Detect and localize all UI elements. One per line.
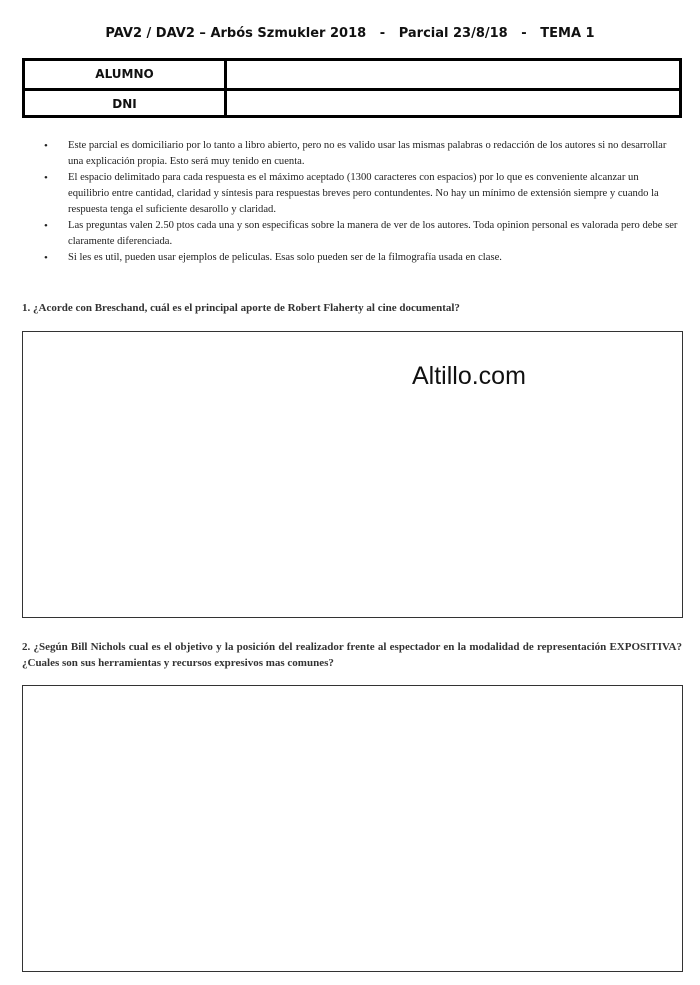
bullet-icon: • [44,252,48,264]
instruction-item [44,250,680,266]
instructions-list [44,138,680,266]
instruction-item [44,218,680,250]
instruction-text: Las preguntas valen 2.50 ptos cada una y son especificas sobre la manera de ver de los autores. Toda opinion personal es valorada pero debe ser claramente diferenciada. [68,220,678,247]
instruction-text: El espacio delimitado para cada respuesta es el máximo aceptado (1300 caracteres con espacios) por lo que es conveniente alcanzar un equilibrio entre cantidad, claridad y síntesis para respuestas breves pero contundentes. No hay un mínimo de extensión siempre y cuando la respuesta tenga el suficiente desarollo y claridad. [68,172,659,215]
student-info-table [22,58,682,118]
exam-title: PAV2 / DAV2 – Arbós Szmukler 2018 - Parcial 23/8/18 - TEMA 1 [105,26,595,41]
student-name-row [25,61,679,91]
answer-box-2[interactable] [22,685,683,972]
instruction-item [44,138,680,170]
bullet-icon: • [44,140,48,152]
question-1: 1. ¿Acorde con Breschand, cuál es el principal aporte de Robert Flaherty al cine documental? [22,302,460,314]
student-name-field[interactable] [227,61,679,88]
bullet-icon: • [44,172,48,184]
instruction-text: Este parcial es domiciliario por lo tanto a libro abierto, pero no es valido usar las mismas palabras o redacción de los autores si no desarrollar una explicación propia. Esto será muy tenido en cuenta. [68,140,667,167]
bullet-icon: • [44,220,48,232]
student-dni-row [25,91,679,118]
answer-box-1[interactable] [22,331,683,618]
question-2: 2. ¿Según Bill Nichols cual es el objetivo y la posición del realizador frente al espectador en la modalidad de representación EXPOSITIVA? ¿Cuales son sus herramientas y recursos expresivos mas comunes? [22,641,682,669]
watermark: Altillo.com [412,362,526,390]
student-dni-field[interactable] [227,91,679,118]
instruction-text: Si les es util, pueden usar ejemplos de peliculas. Esas solo pueden ser de la filmografía usada en clase. [68,252,502,263]
student-name-label: ALUMNO [25,61,227,88]
student-dni-label: DNI [25,91,227,118]
instruction-item [44,170,680,218]
